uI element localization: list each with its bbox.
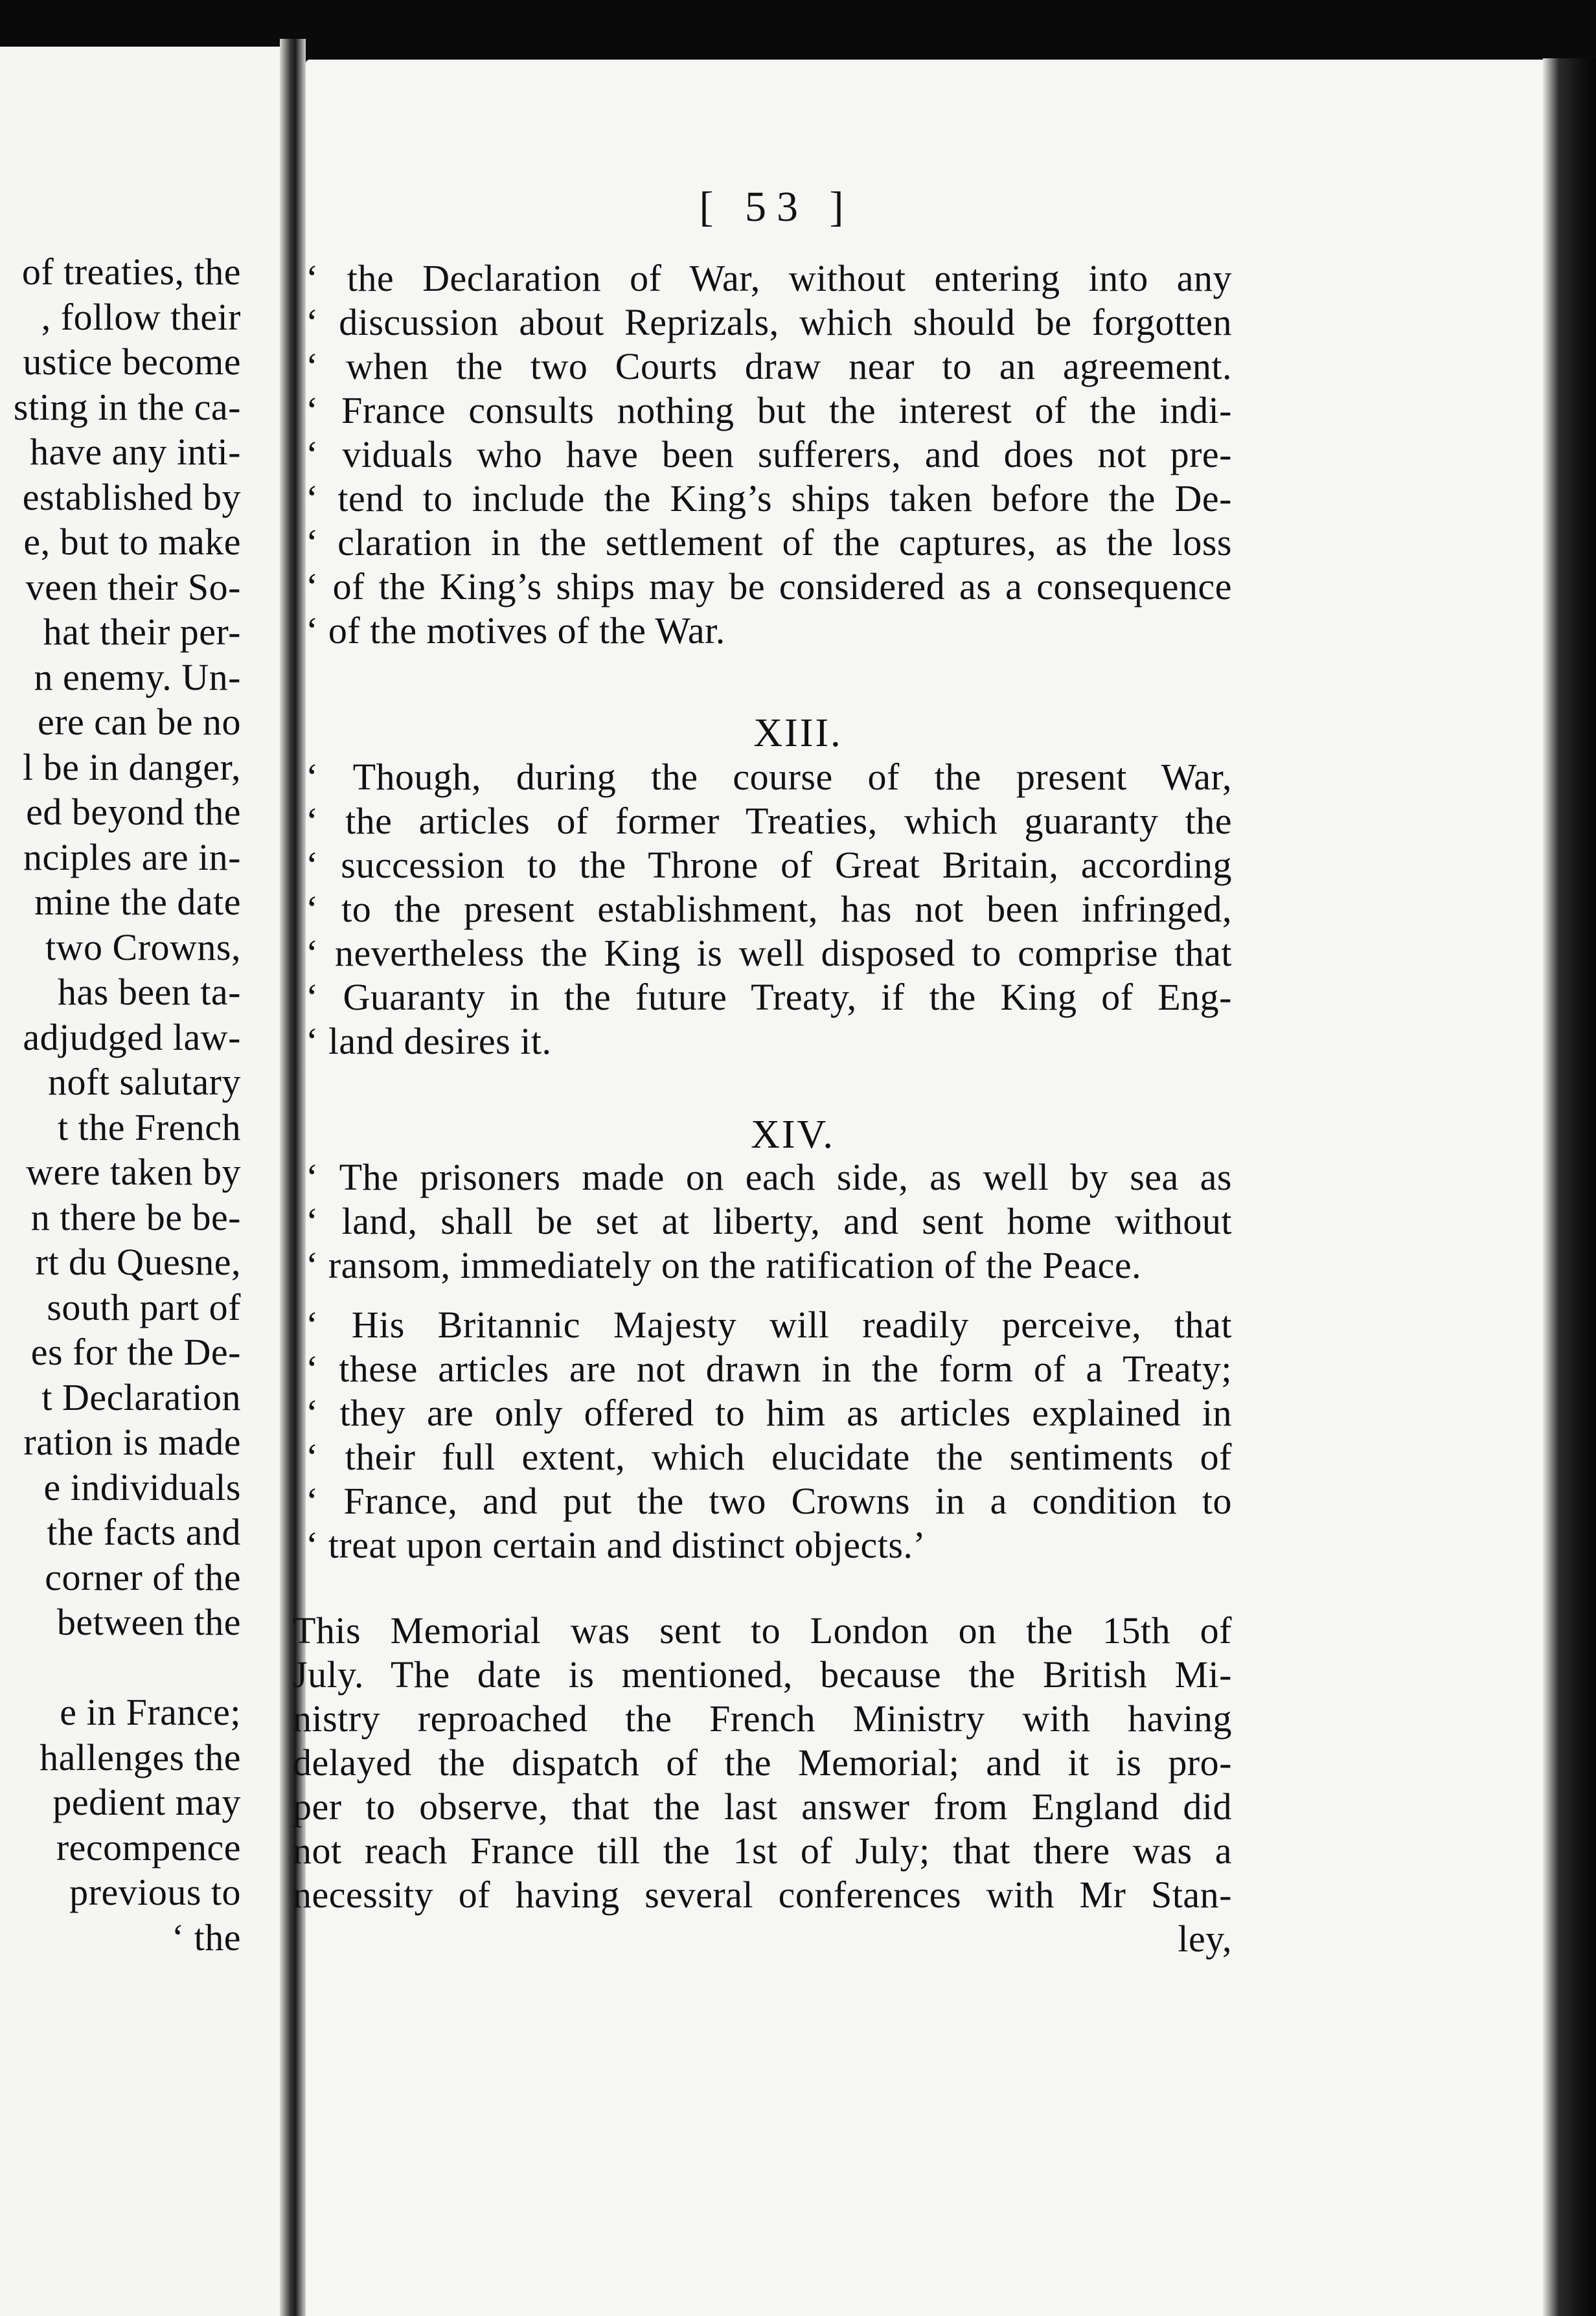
text-line: ‘ discussion about Reprizals, which should be forgotten [306,301,1232,343]
left-page-line: corner of the [45,1556,241,1598]
left-page-line: the facts and [47,1511,241,1553]
text-line: ‘ land, shall be set at liberty, and sent home without [306,1200,1232,1242]
text-line: July. The date is mentioned, because the British Mi- [293,1653,1232,1696]
left-page-line: noft salutary [47,1061,241,1103]
left-page-line: has been ta- [58,971,241,1013]
text-line: ‘ France consults nothing but the interest of the indi- [306,389,1232,431]
text-line: ‘ of the motives of the War. [306,609,725,652]
right-page [293,60,1543,2316]
left-page-line: , follow their [41,295,241,338]
left-page-line: adjudged law- [23,1016,241,1058]
text-line: ‘ tend to include the King’s ships taken before the De- [306,477,1232,519]
left-page-line: e individuals [43,1466,241,1508]
text-line: not reach France till the 1st of July; that there was a [293,1830,1232,1872]
left-page-line: have any inti- [30,431,241,473]
text-line: ‘ the articles of former Treaties, which guaranty the [306,800,1232,842]
left-page-line: t the French [57,1106,241,1148]
left-page-line: ration is made [23,1421,241,1463]
text-line: nistry reproached the French Ministry with having [293,1697,1232,1740]
left-page-line: mine the date [34,881,241,923]
left-page-line: t Declaration [41,1376,241,1418]
text-line: ley, [1178,1918,1232,1960]
left-page-line: n enemy. Un- [34,655,241,698]
text-line: ‘ the Declaration of War, without entering into any [306,257,1232,299]
text-line: ‘ to the present establishment, has not been infringed, [306,888,1232,930]
text-line: ‘ their full extent, which elucidate the sentiments of [306,1436,1232,1478]
text-line: ‘ France, and put the two Crowns in a condition to [306,1480,1232,1522]
book-gutter [280,39,306,2316]
left-page-line: sting in the ca- [13,385,241,428]
text-line: ‘ succession to the Throne of Great Britain, according [306,844,1232,886]
text-line: ‘ claration in the settlement of the captures, as the loss [306,521,1232,563]
left-page-line: hat their per- [43,611,241,653]
left-page-line: were taken by [26,1151,241,1193]
page-number: [ 53 ] [699,183,854,231]
left-page-line: ere can be no [37,701,241,743]
text-line: ‘ Guaranty in the future Treaty, if the King of Eng- [306,976,1232,1018]
text-line: ‘ nevertheless the King is well disposed to comprise that [306,932,1232,974]
text-line: ‘ they are only offered to him as articles explained in [306,1392,1232,1434]
text-line: ‘ of the King’s ships may be considered as a consequence [306,565,1232,607]
text-line: ‘ viduals who have been sufferers, and does not pre- [306,433,1232,475]
text-line: This Memorial was sent to London on the 15th of [293,1609,1232,1652]
left-page-line: es for the De- [30,1331,241,1373]
left-page-line: of treaties, the [21,251,241,293]
text-line: necessity of having several conferences with Mr Stan- [293,1874,1232,1916]
section-heading-xiii: XIII. [753,711,843,755]
left-page-line: previous to [69,1871,241,1913]
text-line: ‘ land desires it. [306,1020,552,1062]
left-page [0,47,280,2316]
left-page-line: two Crowns, [45,925,241,968]
left-page-line: e, but to make [23,521,241,563]
text-line: ‘ these articles are not drawn in the form of a Treaty; [306,1348,1232,1390]
left-page-line: l be in danger, [23,745,241,788]
text-line: ‘ Though, during the course of the present War, [306,756,1232,798]
text-line: ‘ ransom, immediately on the ratification of the Peace. [306,1244,1142,1286]
text-line: per to observe, that the last answer from England did [293,1786,1232,1828]
left-page-line: recompence [56,1826,241,1868]
left-page-line: veen their So- [25,565,241,608]
left-page-line: ustice become [23,341,241,383]
section-heading-xiv: XIV. [751,1113,835,1157]
left-page-line: rt du Quesne, [35,1241,241,1283]
text-line: ‘ treat upon certain and distinct objects.’ [306,1524,926,1566]
left-page-line: south part of [47,1286,241,1328]
left-page-line: established by [22,475,241,518]
left-page-line: hallenges the [40,1736,241,1778]
left-page-line: between the [56,1601,241,1643]
text-line: ‘ The prisoners made on each side, as well by sea as [306,1156,1232,1198]
text-line: delayed the dispatch of the Memorial; and it is pro- [293,1742,1232,1784]
page-edge-shadow [1543,58,1596,2316]
left-page-line: nciples are in- [23,835,241,878]
left-page-line: e in France; [60,1691,241,1733]
left-page-line: ed beyond the [26,791,241,833]
left-page-line: n there be be- [30,1196,241,1238]
text-line: ‘ His Britannic Majesty will readily perceive, that [306,1304,1232,1346]
left-page-line: pedient may [52,1781,241,1823]
text-line: ‘ when the two Courts draw near to an agreement. [306,345,1232,387]
left-page-line: ‘ the [171,1916,241,1958]
